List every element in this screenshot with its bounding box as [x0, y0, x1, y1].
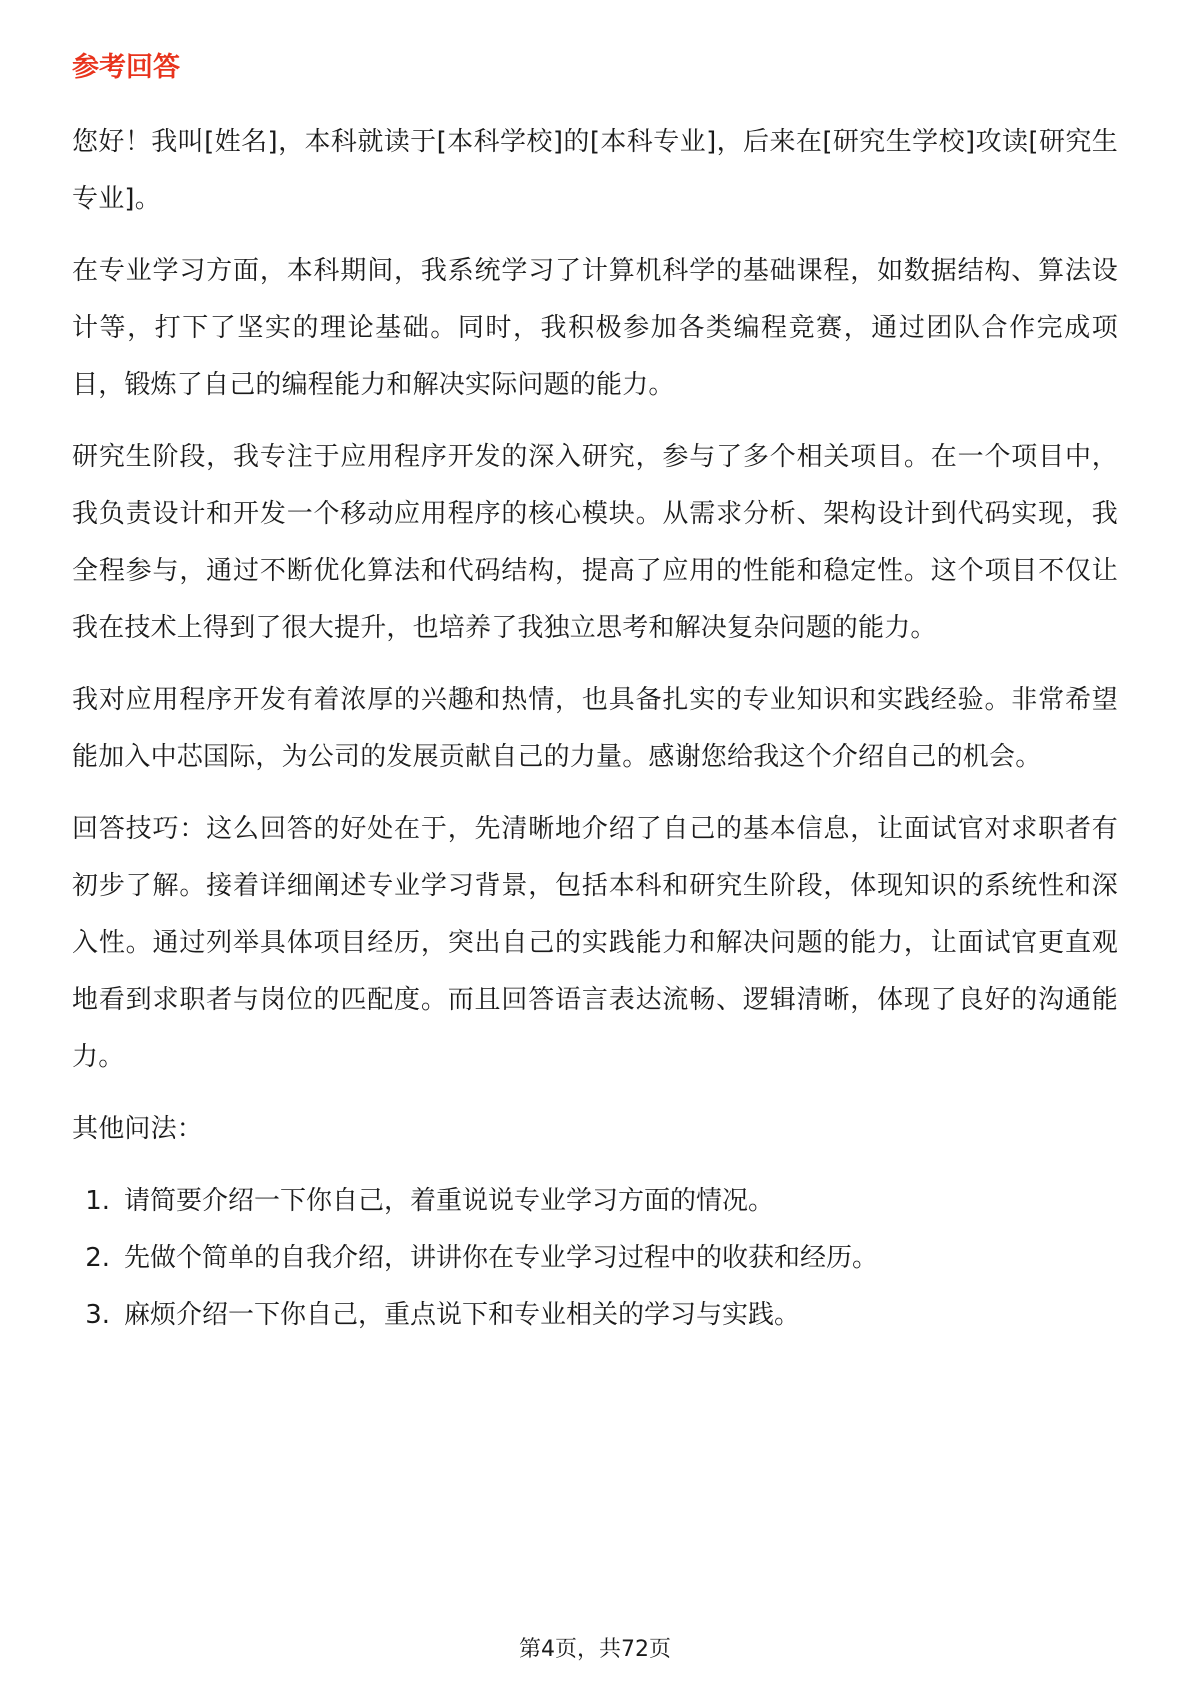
list-number: 1. [85, 1186, 110, 1216]
section-title: 参考回答 [72, 52, 180, 83]
other-questions-heading: 其他问法： [72, 1114, 204, 1144]
motivation-paragraph: 我对应用程序开发有着浓厚的兴趣和热情，也具备扎实的专业知识和实践经验。非常希望能加入中芯国际，为公司的发展贡献自己的力量。感谢您给我这个介绍自己的机会。 [72, 685, 1118, 772]
list-item [72, 1173, 1118, 1230]
list-text: 先做个简单的自我介绍，讲讲你在专业学习过程中的收获和经历。 [124, 1243, 879, 1273]
document-page [72, 48, 1118, 1344]
page-footer: 第4页，共72页 [519, 1637, 671, 1662]
intro-paragraph: 您好！我叫[姓名]，本科就读于[本科学校]的[本科专业]，后来在[研究生学校]攻读[研究生专业]。 [72, 127, 1118, 214]
list-number: 3. [85, 1300, 110, 1330]
list-item [72, 1230, 1118, 1287]
list-text: 请简要介绍一下你自己，着重说说专业学习方面的情况。 [124, 1186, 775, 1216]
answer-tips-paragraph: 回答技巧：这么回答的好处在于，先清晰地介绍了自己的基本信息，让面试官对求职者有初步了解。接着详细阐述专业学习背景，包括本科和研究生阶段，体现知识的系统性和深入性。通过列举具体项目经历，突出自己的实践能力和解决问题的能力，让面试官更直观地看到求职者与岗位的匹配度。而且回答语言表达流畅、逻辑清晰，体现了良好的沟通能力。 [72, 814, 1118, 1072]
list-number: 2. [85, 1243, 110, 1273]
graduate-paragraph: 研究生阶段，我专注于应用程序开发的深入研究，参与了多个相关项目。在一个项目中，我负责设计和开发一个移动应用程序的核心模块。从需求分析、架构设计到代码实现，我全程参与，通过不断优化算法和代码结构，提高了应用的性能和稳定性。这个项目不仅让我在技术上得到了很大提升，也培养了我独立思考和解决复杂问题的能力。 [72, 442, 1118, 643]
list-text: 麻烦介绍一下你自己，重点说下和专业相关的学习与实践。 [124, 1300, 801, 1330]
other-questions-list [72, 1173, 1118, 1344]
list-item [72, 1287, 1118, 1344]
undergrad-paragraph: 在专业学习方面，本科期间，我系统学习了计算机科学的基础课程，如数据结构、算法设计等，打下了坚实的理论基础。同时，我积极参加各类编程竞赛，通过团队合作完成项目，锻炼了自己的编程能力和解决实际问题的能力。 [72, 256, 1118, 400]
